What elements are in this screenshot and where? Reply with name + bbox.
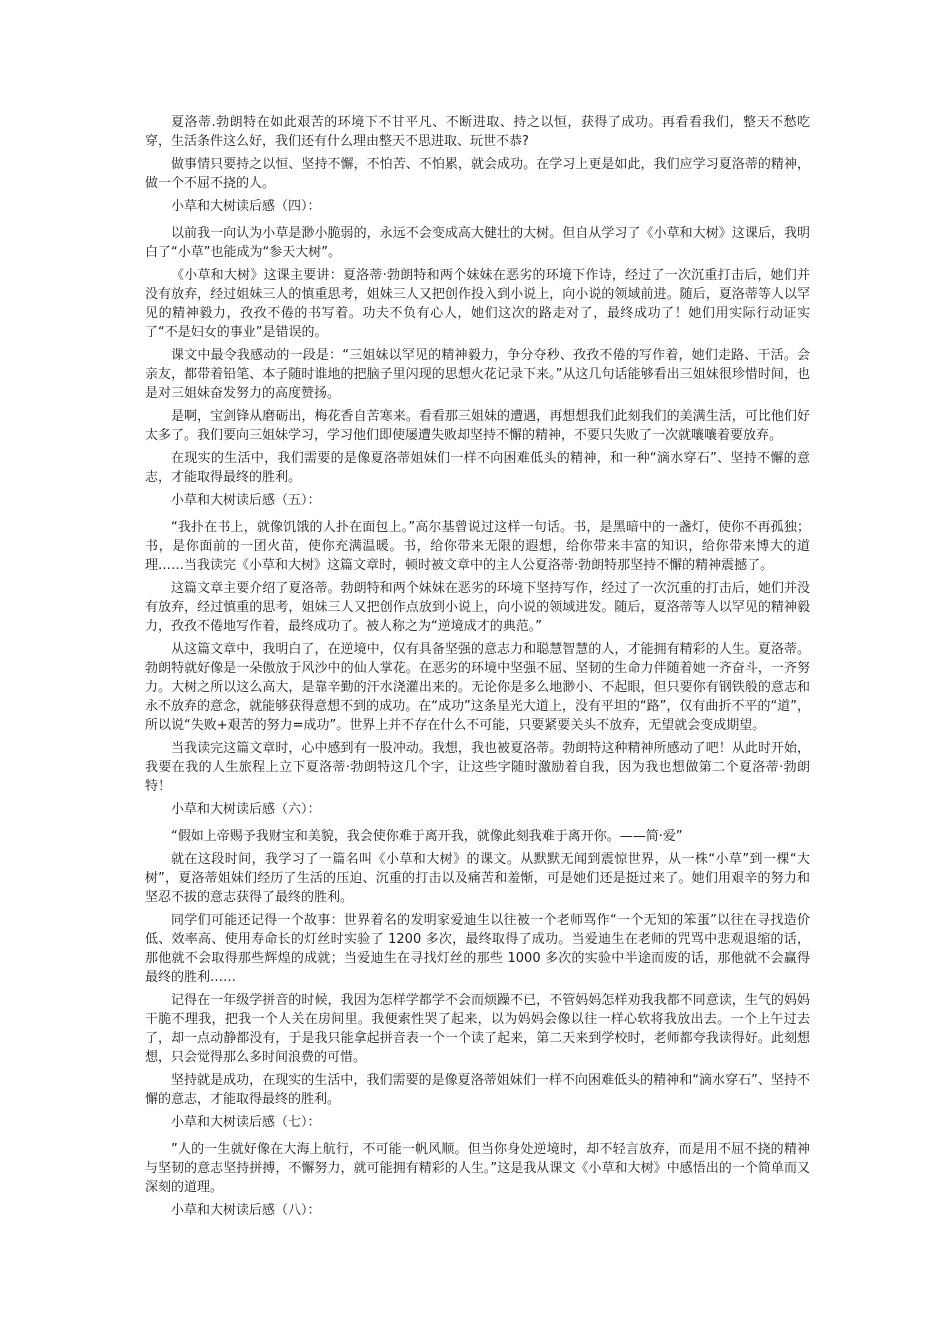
paragraph: 同学们可能还记得一个故事：世界着名的发明家爱迪生以往被一个老师骂作“一个无知的笨蛋”以往在寻找造价低、效率高、使用寿命长的灯丝时实验了 1200 多次，最终取得了成功。当爱迪生在老师的咒骂中悲观退缩的话，那他就不会取得那些辉煌的成就；当爱迪生在寻找灯丝的那些 1000 多次的实验中半途而废的话，那他就不会赢得最终的胜利…… [145,913,810,985]
paragraph: “假如上帝赐予我财宝和美貌，我会使你难于离开我，就像此刻我难于离开你。——简·爱” [171,829,683,844]
paragraph: 夏洛蒂.勃朗特在如此艰苦的环境下不甘平凡、不断进取、持之以恒，获得了成功。再看看我们，整天不愁吃穿，生活条件这么好，我们还有什么理由整天不思进取、玩世不恭? [145,115,810,149]
paragraph: 是啊，宝剑锋从磨砺出，梅花香自苦寒来。看看那三姐妹的遭遇，再想想我们此刻我们的美满生活，可比他们好太多了。我们要向三姐妹学习，学习他们即使屡遭失败却坚持不懈的精神，不要只失败了一次就嚷嚷着要放弃。 [145,409,810,443]
section-heading: 小草和大树读后感（六）： [171,802,321,817]
paragraph: “我扑在书上，就像饥饿的人扑在面包上。”高尔基曾说过这样一句话。书，是黑暗中的一盏灯，使你不再孤独；书，是你面前的一团火苗，使你充满温暖。书，给你带来无限的遐想，给你带来丰富的知识，给你带来博大的道理……当我读完《小草和大树》这篇文章时，顿时被文章中的主人公夏洛蒂·勃朗特那坚持不懈的精神震撼了。 [145,520,810,573]
paragraph: 《小草和大树》这课主要讲：夏洛蒂·勃朗特和两个妹妹在恶劣的环境下作诗，经过了一次沉重打击后，她们并没有放弃，经过姐妹三人的慎重思考，姐妹三人又把创作投入到小说上，向小说的领域前进。随后，夏洛蒂等人以罕见的精神毅力，孜孜不倦的书写着。功夫不负有心人，她们这次的路走对了，最终成功了！她们用实际行动证实了“不是妇女的事业”是错误的。 [145,268,810,340]
section-heading: 小草和大树读后感（五）： [171,493,321,508]
paragraph: 课文中最令我感动的一段是：“三姐妹以罕见的精神毅力，争分夺秒、孜孜不倦的写作着，她们走路、干活。会亲友，都带着铅笔、本子随时谁地的把脑子里闪现的思想火花记录下来。”从这几句话能够看出三姐妹很珍惜时间，也是对三姐妹奋发努力的高度赞扬。 [145,348,810,401]
paragraph: 这篇文章主要介绍了夏洛蒂。勃朗特和两个妹妹在恶劣的环境下坚持写作，经过了一次沉重的打击后，她们并没有放弃，经过慎重的思考，姐妹三人又把创作点放到小说上，向小说的领域进发。随后，夏洛蒂等人以罕见的精神毅力，孜孜不倦地写作着，最终成功了。被人称之为“逆境成才的典范。” [145,581,810,634]
paragraph: 坚持就是成功，在现实的生活中，我们需要的是像夏洛蒂姐妹们一样不向困难低头的精神和“滴水穿石”、坚持不懈的意志，才能取得最终的胜利。 [145,1073,810,1107]
section-heading: 小草和大树读后感（七）： [171,1115,321,1130]
paragraph: 在现实的生活中，我们需要的是像夏洛蒂姐妹们一样不向困难低头的精神，和一种“滴水穿石”、坚持不懈的意志，才能取得最终的胜利。 [145,451,810,485]
paragraph: 做事情只要持之以恒、坚持不懈，不怕苦、不怕累，就会成功。在学习上更是如此，我们应学习夏洛蒂的精神，做一个不屈不挠的人。 [145,157,810,191]
paragraph: 以前我一向认为小草是渺小脆弱的，永远不会变成高大健壮的大树。但自从学习了《小草和大树》这课后，我明白了“小草”也能成为“参天大树”。 [145,226,810,260]
paragraph: 记得在一年级学拼音的时候，我因为怎样学都学不会而烦躁不已，不管妈妈怎样劝我我都不同意读，生气的妈妈干脆不理我，把我一个人关在房间里。我便索性哭了起来，以为妈妈会像以往一样心软将我放出去。一个上午过去了，却一点动静都没有，于是我只能拿起拼音表一个一个读了起来，第二天来到学校时，老师都夸我读得好。此刻想想，只会觉得那么多时间浪费的可惜。 [145,993,810,1065]
paragraph: 当我读完这篇文章时，心中感到有一股冲动。我想，我也被夏洛蒂。勃朗特这种精神所感动了吧！从此时开始，我要在我的人生旅程上立下夏洛蒂·勃朗特这几个字，让这些字随时激励着自我，因为我也想做第二个夏洛蒂·勃朗特！ [145,741,810,794]
section-heading: 小草和大树读后感（八）： [171,1203,321,1218]
paragraph: 从这篇文章中，我明白了，在逆境中，仅有具备坚强的意志力和聪慧智慧的人，才能拥有精彩的人生。夏洛蒂。勃朗特就好像是一朵傲放于风沙中的仙人掌花。在恶劣的环境中坚强不屈、坚韧的生命力伴随着她一齐奋斗，一齐努力。大树之所以这么高大，是靠辛勤的汗水浇灌出来的。无论你是多么地渺小、不起眼，但只要你有钢铁般的意志和永不放弃的意念，就能够获得意想不到的成功。在“成功”这条星光大道上，没有平坦的“路”，仅有曲折不平的“道”，所以说“失败+艰苦的努力=成功”。世界上并不存在什么不可能，只要紧要关头不放弃，无望就会变成期望。 [145,642,810,733]
paragraph: ”人的一生就好像在大海上航行，不可能一帆风顺。但当你身处逆境时，却不轻言放弃，而是用不屈不挠的精神与坚韧的意志坚持拼搏，不懈努力，就可能拥有精彩的人生。”这是我从课文《小草和大树》中感悟出的一个简单而又深刻的道理。 [145,1142,810,1195]
section-heading: 小草和大树读后感（四）： [171,199,321,214]
document-page [145,113,810,1228]
paragraph: 就在这段时间，我学习了一篇名叫《小草和大树》的课文。从默默无闻到震惊世界，从一株“小草”到一棵“大树”，夏洛蒂姐妹们经历了生活的压迫、沉重的打击以及痛苦和羞惭，可是她们还是挺过来了。她们用艰辛的努力和坚忍不拔的意志获得了最终的胜利。 [145,852,810,905]
